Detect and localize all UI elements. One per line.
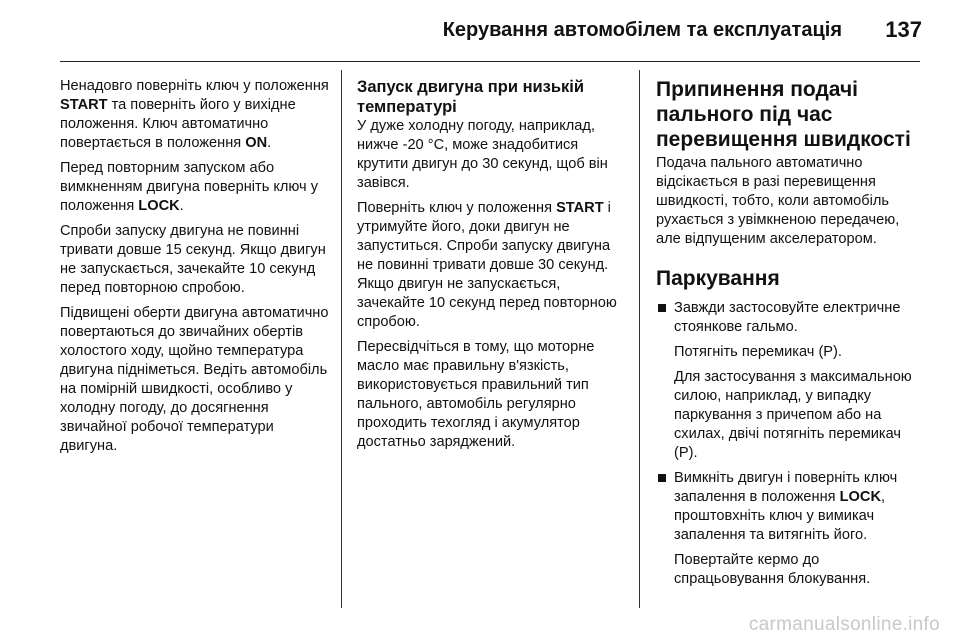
watermark: carmanualsonline.info: [748, 614, 940, 635]
parking-bullet-2-step-1: Повертайте кермо до спрацьовування блокування.: [674, 552, 871, 587]
fuel-cutoff-heading: Припинення подачі пального під час перевищення швидкості: [656, 78, 911, 151]
key-position-on: ON: [245, 135, 268, 151]
cold-start-heading: Запуск двигуна при низькій температурі: [357, 78, 585, 116]
page-number: 137: [885, 17, 922, 42]
text: Поверніть ключ у положення: [357, 200, 557, 216]
text: Перед повторним запуском або вимкненням двигуна поверніть ключ у положення: [60, 160, 319, 214]
header-title: Керування автомобілем та експлуатація: [442, 19, 842, 41]
column-2: [357, 77, 627, 458]
key-position-lock: LOCK: [839, 489, 881, 505]
col1-paragraph-3: Спроби запуску двигуна не повинні тривати довше 15 секунд. Якщо двигун не запускається, зачекайте 10 секунд перед повторною спробою.: [60, 223, 326, 296]
text: Для застосування з максимальною силою, наприклад, у випадку паркування з причепом або на схилах, двічі потягніть перемикач: [674, 369, 912, 442]
page-header: [0, 0, 960, 62]
col1-paragraph-2: [60, 159, 332, 216]
parking-brake-icon: (P): [674, 445, 694, 461]
header-rule: [60, 61, 920, 62]
parking-bullet-1-step-1: [656, 343, 928, 362]
text: , проштовхніть ключ у вимикач запалення та витягніть його.: [674, 489, 886, 543]
col2-paragraph-2: [357, 199, 627, 332]
key-position-start: START: [60, 97, 108, 113]
text: Потягніть перемикач: [674, 344, 819, 360]
col2-paragraph-1: У дуже холодну погоду, наприклад, нижче -20 °C, може знадобитися крутити двигун до 30 секунд, щоб він завівся.: [357, 118, 608, 191]
text: та поверніть його у вихідне положення. Ключ автоматично повертається в положення: [60, 97, 296, 151]
col1-paragraph-1: [60, 77, 332, 153]
parking-bullet-2: [656, 469, 928, 545]
column-1: [60, 77, 332, 462]
parking-bullet-1-step-2: [656, 368, 928, 463]
column-divider-2: [639, 70, 640, 608]
text: .: [179, 198, 184, 214]
col1-paragraph-4: Підвищені оберти двигуна автоматично повертаються до звичайних обертів холостого ходу, щойно температура двигуна підніметься. Ведіть автомобіль на помірній швидкості, особливо у холодну погоду, до досягнення звичайної робочої температури двигуна.: [60, 305, 329, 454]
text: .: [837, 344, 842, 360]
key-position-start: START: [556, 200, 604, 216]
parking-bullet-1: Завжди застосовуйте електричне стоянкове гальмо.: [656, 299, 928, 337]
parking-brake-icon: (P): [818, 344, 838, 360]
col2-paragraph-3: Пересвідчіться в тому, що моторне масло має правильну в'язкість, використовується правильний тип пального, автомобіль регулярно проходить техогляд і акумулятор достатньо заряджений.: [357, 339, 595, 450]
text: .: [693, 445, 698, 461]
text: .: [267, 135, 272, 151]
parking-heading: Паркування: [656, 267, 780, 290]
text: і утримуйте його, доки двигун не запуститься. Спроби запуску двигуна не повинні тривати довше 30 секунд. Якщо двигун не запускається, зачекайте 10 секунд перед повторною спробою.: [357, 200, 617, 330]
column-3: [656, 77, 928, 595]
column-divider-1: [341, 70, 342, 608]
key-position-lock: LOCK: [138, 198, 180, 214]
text: Ненадовго поверніть ключ у положення: [60, 78, 329, 94]
text: Вимкніть двигун і поверніть ключ запалення в положення: [674, 470, 898, 505]
col3-paragraph-1: Подача пального автоматично відсікається в разі перевищення швидкості, тобто, коли автомобіль рухається з увімкненою передачею, але відпущеним акселератором.: [656, 155, 900, 247]
